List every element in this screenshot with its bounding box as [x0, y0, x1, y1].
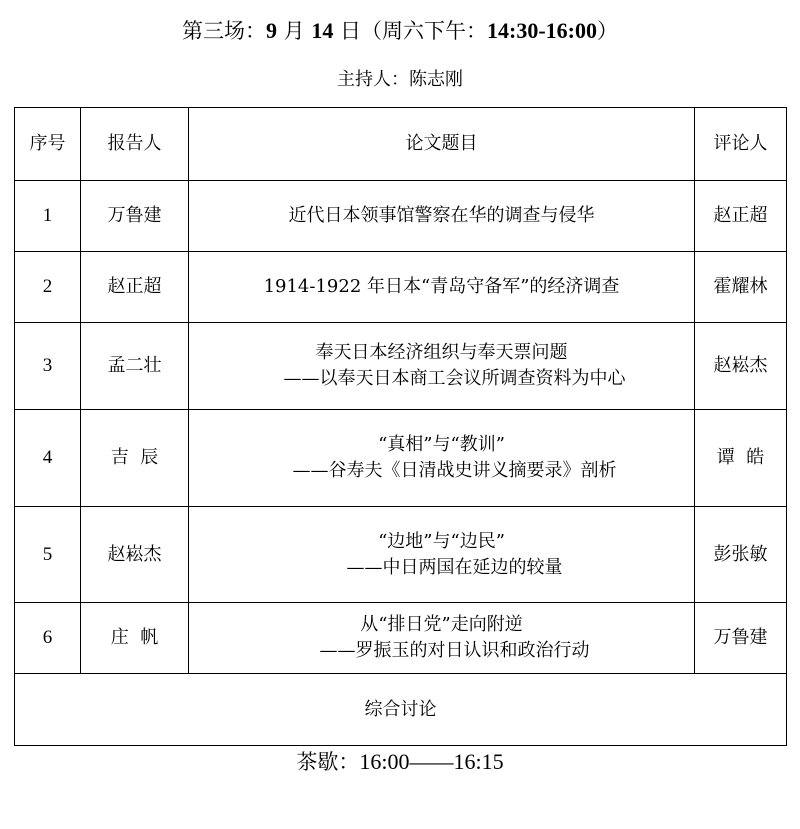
paper-title-line: 1914-1922 年日本“青岛守备军”的经济调查 — [263, 276, 620, 297]
paper-title-line: “真相”与“教训” — [378, 434, 505, 455]
row-paper-title — [189, 181, 695, 252]
row-commentator: 赵正超 — [695, 181, 787, 252]
tea-break-time: 16:00——16:15 — [359, 749, 504, 774]
summary-discussion: 综合讨论 — [15, 674, 787, 746]
row-number: 3 — [15, 323, 81, 410]
row-number: 2 — [15, 252, 81, 323]
paper-subtitle-line: ——谷寿夫《日清战史讲义摘要录》剖析 — [292, 460, 617, 481]
row-number: 4 — [15, 410, 81, 507]
session-prefix: 第三场： — [181, 19, 266, 43]
row-number: 6 — [15, 603, 81, 674]
table-header-row — [15, 108, 787, 181]
row-paper-title — [189, 323, 695, 410]
row-number: 5 — [15, 507, 81, 603]
paper-subtitle-line: ——以奉天日本商工会议所调查资料为中心 — [283, 368, 626, 389]
session-close-paren: ） — [597, 19, 619, 43]
paper-title-line: 近代日本领事馆警察在华的调查与侵华 — [288, 205, 595, 226]
summary-row — [15, 674, 787, 746]
session-day: 14 — [311, 18, 334, 43]
header-commentator: 评论人 — [695, 108, 787, 181]
row-commentator: 霍耀林 — [695, 252, 787, 323]
paper-subtitle-line: ——中日两国在延边的较量 — [346, 556, 563, 578]
row-reporter: 赵正超 — [81, 252, 189, 323]
row-paper-title — [189, 507, 695, 603]
paper-subtitle-line: ——罗振玉的对日认识和政治行动 — [319, 640, 590, 661]
paper-title-line: 奉天日本经济组织与奉天票问题 — [315, 342, 568, 363]
row-number: 1 — [15, 181, 81, 252]
row-commentator: 谭 皓 — [695, 410, 787, 507]
session-time: 14:30-16:00 — [487, 18, 598, 43]
session-day-char: 日（周六下午： — [333, 19, 488, 43]
session-title — [0, 16, 800, 46]
row-reporter: 万鲁建 — [81, 181, 189, 252]
table-row — [15, 507, 787, 603]
table-row — [15, 252, 787, 323]
session-month-char: 月 — [276, 19, 312, 43]
tea-break — [0, 747, 800, 777]
table-row — [15, 603, 787, 674]
row-commentator: 彭张敏 — [695, 507, 787, 603]
schedule-table — [14, 107, 787, 746]
host-name: 陈志刚 — [409, 69, 463, 90]
paper-title-line: “边地”与“边民” — [378, 530, 505, 552]
row-commentator: 赵崧杰 — [695, 323, 787, 410]
row-reporter: 吉 辰 — [81, 410, 189, 507]
header-reporter: 报告人 — [81, 108, 189, 181]
row-reporter: 赵崧杰 — [81, 507, 189, 603]
row-paper-title — [189, 410, 695, 507]
table-row — [15, 323, 787, 410]
header-title: 论文题目 — [189, 108, 695, 181]
row-reporter: 孟二壮 — [81, 323, 189, 410]
row-reporter: 庄 帆 — [81, 603, 189, 674]
session-month: 9 — [265, 18, 277, 43]
row-paper-title — [189, 603, 695, 674]
header-no: 序号 — [15, 108, 81, 181]
row-commentator: 万鲁建 — [695, 603, 787, 674]
table-row — [15, 410, 787, 507]
paper-title-line: 从“排日党”走向附逆 — [360, 614, 523, 635]
tea-break-label: 茶歇： — [296, 750, 360, 774]
host-line — [0, 66, 800, 94]
table-row — [15, 181, 787, 252]
row-paper-title — [189, 252, 695, 323]
host-label: 主持人： — [337, 69, 409, 90]
